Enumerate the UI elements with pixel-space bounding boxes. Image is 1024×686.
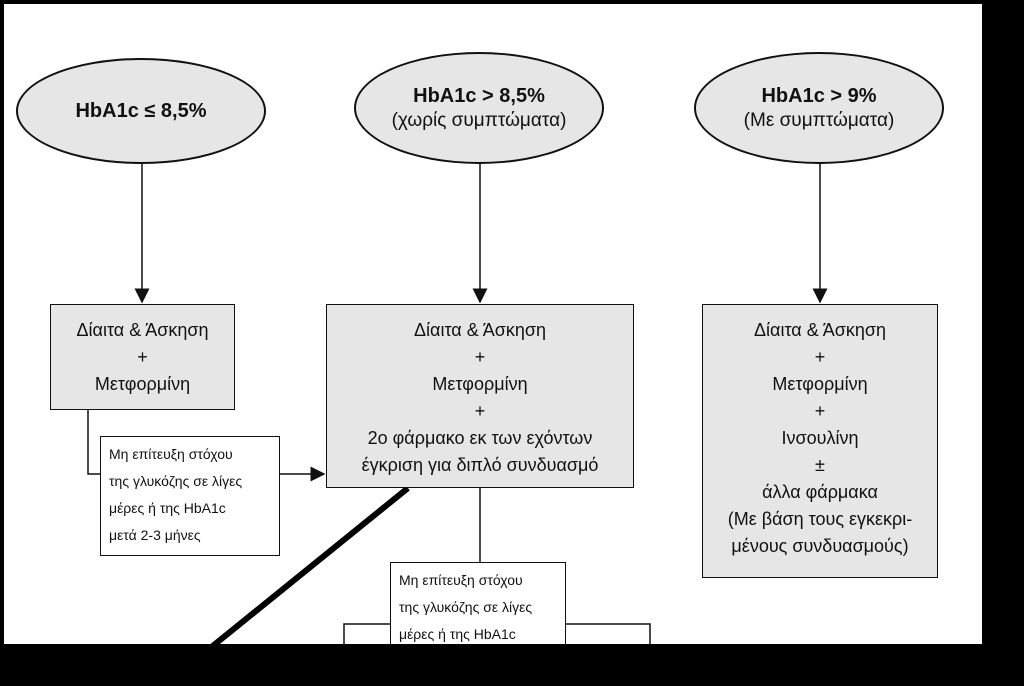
note-line: της γλυκόζης σε λίγες [399, 599, 533, 615]
note-line: μετά 2-3 μήνες [109, 527, 201, 543]
box-line: Δίαιτα & Άσκηση [414, 320, 546, 340]
ellipse-hba1c-gt-8-5 [354, 52, 604, 164]
box-line: έγκριση για διπλό συνδυασμό [361, 455, 599, 475]
ellipse-title: HbA1c > 8,5% [413, 85, 545, 107]
box-line: μένους συνδυασμούς) [731, 536, 909, 556]
diagram-page [4, 4, 982, 644]
box-line: (Με βάση τους εγκεκρι- [727, 509, 913, 529]
box-right-therapy [702, 304, 938, 578]
ellipse-hba1c-gt-9 [694, 52, 944, 164]
bottom-box-outline-right [566, 624, 650, 644]
ellipse-hba1c-le-8-5 [16, 58, 266, 164]
ellipse-title: HbA1c ≤ 8,5% [75, 100, 207, 122]
box-line: ± [815, 455, 825, 475]
note-line: Μη επίτευξη στόχου [399, 572, 523, 588]
box-line: Μετφορμίνη [432, 374, 528, 394]
note-target-not-reached-2 [390, 562, 566, 644]
box-line: άλλα φάρμακα [762, 482, 878, 502]
box-line: + [474, 401, 486, 421]
box-line: + [814, 401, 826, 421]
box-line: Δίαιτα & Άσκηση [754, 320, 886, 340]
box-line: Ινσουλίνη [781, 428, 859, 448]
ellipse-title: HbA1c > 9% [761, 85, 877, 107]
note-line: Μη επίτευξη στόχου [109, 446, 233, 462]
bottom-box-outline [344, 624, 390, 644]
note-line: μέρες ή της HbA1c [109, 500, 226, 516]
box-middle-therapy [326, 304, 634, 488]
ellipse-subtitle: (χωρίς συμπτώματα) [391, 110, 567, 131]
box-line: 2ο φάρμακο εκ των εχόντων [367, 428, 593, 448]
box-line: + [814, 347, 826, 367]
box-line: + [474, 347, 486, 367]
box-line: Μετφορμίνη [94, 374, 191, 394]
box-left-therapy [50, 304, 235, 410]
ellipse-subtitle: (Με συμπτώματα) [743, 110, 895, 131]
note-line: της γλυκόζης σε λίγες [109, 473, 243, 489]
connector-left-to-note [88, 410, 100, 474]
box-line: + [137, 347, 148, 367]
note-target-not-reached-1 [100, 436, 280, 556]
box-line: Μετφορμίνη [772, 374, 868, 394]
note-line: μέρες ή της HbA1c [399, 626, 516, 642]
box-line: Δίαιτα & Άσκηση [76, 320, 209, 340]
